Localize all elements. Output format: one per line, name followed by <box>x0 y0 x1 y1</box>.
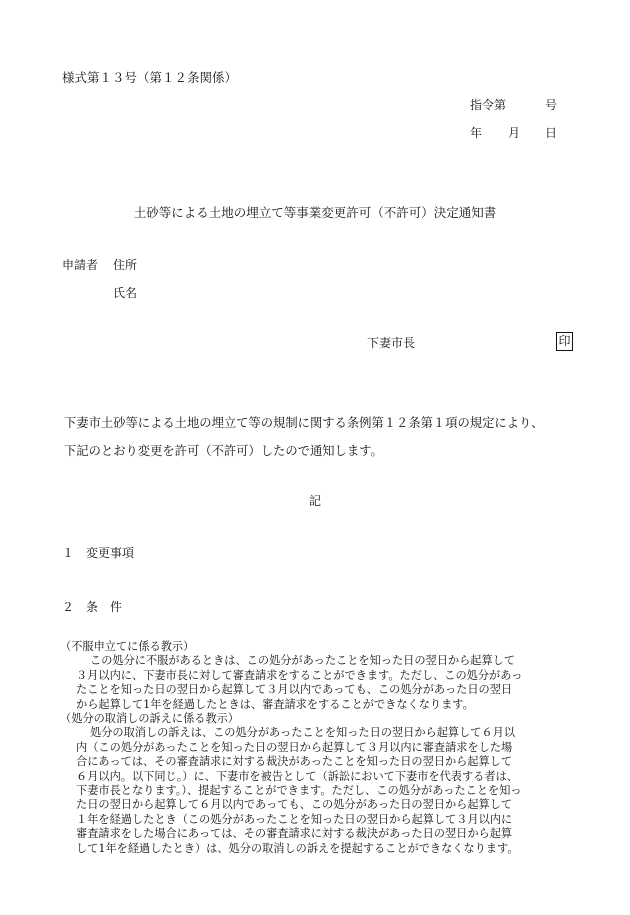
objection-notice-line: この処分に不服があるときは、この処分があったことを知った日の翌日から起算して <box>90 654 516 668</box>
issuer-title: 下妻市長 <box>367 336 416 350</box>
objection-notice-line: たことを知った日の翌日から起算して３月以内であっても、この処分があった日の翌日 <box>76 683 513 697</box>
applicant-label: 申請者 <box>62 258 99 272</box>
lawsuit-notice-line: 内（この処分があったことを知った日の翌日から起算して３月以内に審査請求をした場 <box>76 740 513 754</box>
lawsuit-notice-line: して1年を経過したとき）は、処分の取消しの訴えを提起することができなくなります。 <box>76 841 519 855</box>
applicant-name-label: 氏名 <box>113 286 138 300</box>
item-label-change-matters: 変更事項 <box>86 546 135 560</box>
body-text-line-2: 下記のとおり変更を許可（不許可）したので通知します。 <box>64 444 383 458</box>
objection-notice-heading: （不服申立てに係る教示） <box>60 640 195 653</box>
lawsuit-notice-line: 合にあっては、その審査請求に対する裁決があったことを知った日の翌日から起算して <box>76 755 513 769</box>
lawsuit-notice-line: 審査請求をした場合にあっては、その審査請求に対する裁決があった日の翌日から起算 <box>76 827 513 841</box>
date-month-label: 月 <box>508 126 521 140</box>
seal-box: 印 <box>556 332 573 351</box>
legal-notices <box>60 640 580 856</box>
date-day-label: 日 <box>545 126 558 140</box>
ki-heading: 記 <box>308 494 321 508</box>
lawsuit-notice-line: １年を経過したとき（この処分があったことを知った日の翌日から起算して３月以内に <box>76 812 513 826</box>
lawsuit-notice-line: 下妻市長となります。）、提起することができます。ただし、この処分があったことを知っ <box>76 784 522 798</box>
lawsuit-notice-heading: （処分の取消しの訴えに係る教示） <box>60 712 240 726</box>
directive-number-label: 指令第 <box>470 98 507 112</box>
objection-notice-line: から起算して1年を経過したときは、審査請求をすることができなくなります。 <box>76 697 474 711</box>
date-year-label: 年 <box>470 126 483 140</box>
item-number-2: ２ <box>62 600 75 614</box>
applicant-address-label: 住所 <box>113 258 138 272</box>
form-number: 様式第１３号（第１２条関係） <box>62 70 238 85</box>
item-label-conditions: 条件 <box>86 600 135 614</box>
lawsuit-notice-line: 処分の取消しの訴えは、この処分があったことを知った日の翌日から起算して６月以 <box>90 726 516 740</box>
lawsuit-notice-line: た日の翌日から起算して６月以内であっても、この処分があった日の翌日から起算して <box>76 798 513 812</box>
lawsuit-notice-line: ６月以内。以下同じ。）に、下妻市を被告として（訴訟において下妻市を代表する者は、 <box>76 769 518 783</box>
body-text-line-1: 下妻市土砂等による土地の埋立て等の規制に関する条例第１２条第１項の規定により、 <box>64 416 544 430</box>
directive-number-suffix: 号 <box>545 98 558 112</box>
objection-notice-line: ３月以内に、下妻市長に対して審査請求をすることができます。ただし、この処分があっ <box>76 668 523 682</box>
item-number-1: １ <box>62 546 75 560</box>
document-title: 土砂等による土地の埋立て等事業変更許可（不許可）決定通知書 <box>133 205 497 220</box>
